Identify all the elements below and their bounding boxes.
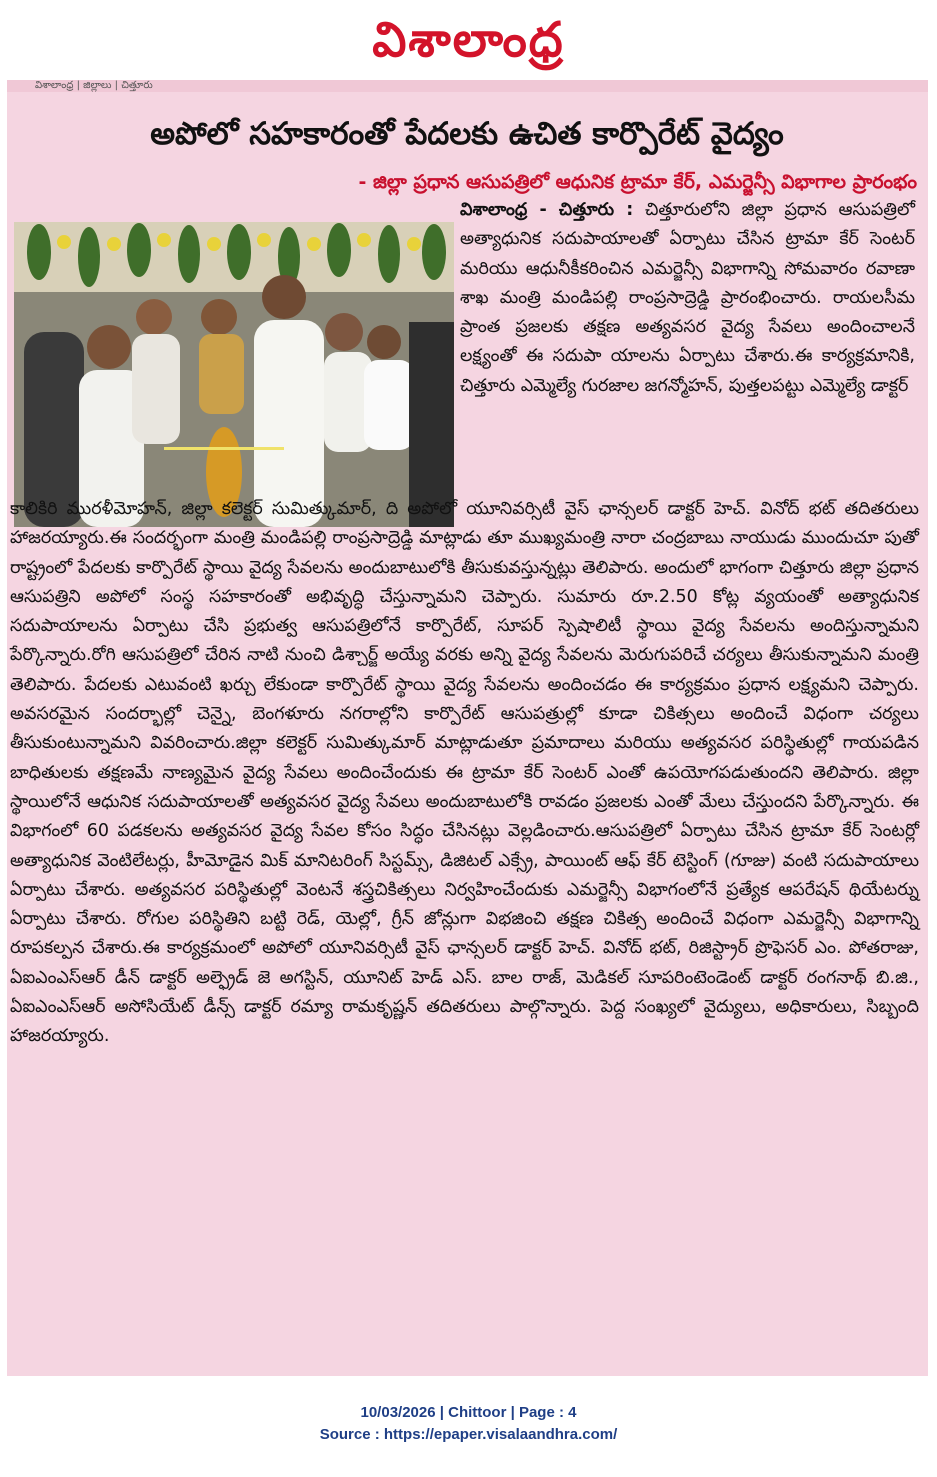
- article-body-side-text: చిత్తూరులోని జిల్లా ప్రధాన ఆసుపత్రిలో అత్యాధునిక సదుపాయాలతో ఏర్పాటు చేసిన ట్రామా కేర్ సెంటర్ మరియు ఆధునీకీకరించిన ఎమర్జెన్సీ విభాగాన్ని సోమవారం రవాణా శాఖ మంత్రి మండిపల్లి రాంప్రసాద్రెడ్డి ప్రారంభించారు. రాయలసీమ ప్రాంత ప్రజలకు తక్షణ అత్యవసర వైద్య సేవలు అందించాలనే లక్ష్యంతో ఈ సదుపా యాలను ఏర్పాటు చేశారు.ఈ కార్యక్రమానికి, చిత్తూరు ఎమ్మెల్యే గురజాల జగన్మోహన్, పుత్తలపట్టు ఎమ్మెల్యే డాక్టర్: [460, 200, 915, 396]
- article-photo: [14, 222, 454, 527]
- inauguration-photo-illustration: [14, 222, 454, 527]
- footer-source: Source : https://epaper.visalaandhra.com/: [319, 1426, 618, 1443]
- article-subheadline: - జిల్లా ప్రధాన ఆసుపత్రిలో ఆధునిక ట్రామా కేర్, ఎమర్జెన్సీ విభాగాల ప్రారంభం: [358, 171, 917, 193]
- article-dateline: విశాలాంధ్ర - చిత్తూరు :: [460, 200, 634, 220]
- article-body-full: కాలికిరి మురళీమోహన్, జిల్లా కలెక్టర్ సుమిత్కుమార్, ది అపోలో యూనివర్సిటీ వైస్ ఛాన్సలర్ డాక్టర్ హెచ్. వినోద్ భట్ తదితరులు హాజరయ్యారు.ఈ సందర్భంగా మంత్రి మండిపల్లి రాంప్రసాద్రెడ్డి మాట్లాడు తూ ముఖ్యమంత్రి నారా చంద్రబాబు నాయుడు ముందుచూ పుతో రాష్ట్రంలో పేదలకు కార్పొరేట్ స్థాయి వైద్య సేవలను అందుబాటులోకి తీసుకువస్తున్నట్లు తెలిపారు. అందులో భాగంగా చిత్తూరు జిల్లా ప్రధాన ఆసుపత్రిని అపోలో సంస్థ సహకారంతో అభివృద్ధి చేస్తున్నామని చెప్పారు. సుమారు రూ.2.50 కోట్ల వ్యయంతో అత్యాధునిక సదుపాయాలను ఏర్పాటు చేసి ప్రభుత్వ ఆసుపత్రిలోనే కార్పొరేట్, సూపర్ స్పెషాలిటీ స్థాయి వైద్య సేవలను అందిస్తున్నామని పేర్కొన్నారు.రోగి ఆసుపత్రిలో చేరిన నాటి నుంచి డిశ్చార్జ్ అయ్యే వరకు అన్ని వైద్య సేవలను మెరుగుపరిచే చర్యలు తీసుకున్నామని మంత్రి తెలిపారు. పేదలకు ఎటువంటి ఖర్చు లేకుండా కార్పొరేట్ స్థాయి వైద్య సేవలను అందించడం ఈ కార్యక్రమం ప్రధాన లక్ష్యమని చెప్పారు. అవసరమైన సందర్భాల్లో చెన్నై, బెంగళూరు నగరాల్లోని కార్పొరేట్ ఆసుపత్రుల్లో కూడా చికిత్సలు అందించే విధంగా చర్యలు తీసుకుంటున్నామని వివరించారు.జిల్లా కలెక్టర్ సుమిత్కుమార్ మాట్లాడుతూ ప్రమాదాలు మరియు అత్యవసర పరిస్థితుల్లో గాయపడిన బాధితులకు తక్షణమే నాణ్యమైన వైద్య సేవలు అందించేందుకు ఈ ట్రామా కేర్ సెంటర్ ఎంతో ఉపయోగపడుతుందని తెలిపారు. జిల్లా స్థాయిలోనే ఆధునిక సదుపాయాలతో అత్యవసర వైద్య సేవలు అందుబాటులోకి రావడం ప్రజలకు ఎంతో మేలు చేస్తుందని పేర్కొన్నారు. ఈ విభాగంలో 60 పడకలను అత్యవసర వైద్య సేవల కోసం సిద్ధం చేసినట్లు వెల్లడించారు.ఆసుపత్రిలో ఏర్పాటు చేసిన ట్రామా కేర్ సెంటర్లో అత్యాధునిక వెంటిలేటర్లు, హీమోడైన మిక్ మానిటరింగ్ సిస్టమ్స్, డిజిటల్ ఎక్స్రే, పాయింట్ ఆఫ్ కేర్ టెస్టింగ్ (గూజు) వంటి సదుపాయాలు ఏర్పాటు చేశారు. అత్యవసర పరిస్థితుల్లో వెంటనే శస్త్రచికిత్సలు నిర్వహించేందుకు ఎమర్జెన్సీ విభాగంలోనే ప్రత్యేక ఆపరేషన్ థియేటర్ను ఏర్పాటు చేశారు. రోగుల పరిస్థితిని బట్టి రెడ్, యెల్లో, గ్రీన్ జోన్లుగా విభజించి తక్షణ చికిత్స అందించే విధంగా ఎమర్జెన్సీ విభాగాన్ని రూపకల్పన చేశారు.ఈ కార్యక్రమంలో అపోలో యూనివర్సిటీ వైస్ ఛాన్సలర్ డాక్టర్ హెచ్. వినోద్ భట్, రిజిస్ట్రార్ ప్రొఫెసర్ ఎం. పోతరాజు, ఏఐఎంఎస్ఆర్ డీన్ డాక్టర్ అల్ఫ్రెడ్ జె అగస్టిన్, యూనిట్ హెడ్ ఎస్. బాల రాజ్, మెడికల్ సూపరింటెండెంట్ డాక్టర్ రంగనాథ్ బి.జి., ఏఐఎంఎస్ఆర్ అసోసియేట్ డీన్స్ డాక్టర్ రమ్యా రామకృష్ణన్ తదితరులు పాల్గొన్నారు. పెద్ద సంఖ్యలో వైద్యులు, అధికారులు, సిబ్బంది హాజరయ్యారు.: [10, 499, 919, 1047]
- news-clipping: [7, 80, 928, 1376]
- newspaper-logo: విశాలాంధ్ర: [372, 12, 565, 68]
- masthead: [0, 0, 937, 76]
- article-body-side: [460, 196, 915, 401]
- footer-meta: 10/03/2026 | Chittoor | Page : 4: [360, 1404, 577, 1421]
- article-headline: అపోలో సహకారంతో పేదలకు ఉచిత కార్పొరేట్ వైద్యం: [150, 116, 784, 152]
- clip-top-strip-text: విశాలాంధ్ర | జిల్లాలు | చిత్తూరు: [35, 80, 153, 91]
